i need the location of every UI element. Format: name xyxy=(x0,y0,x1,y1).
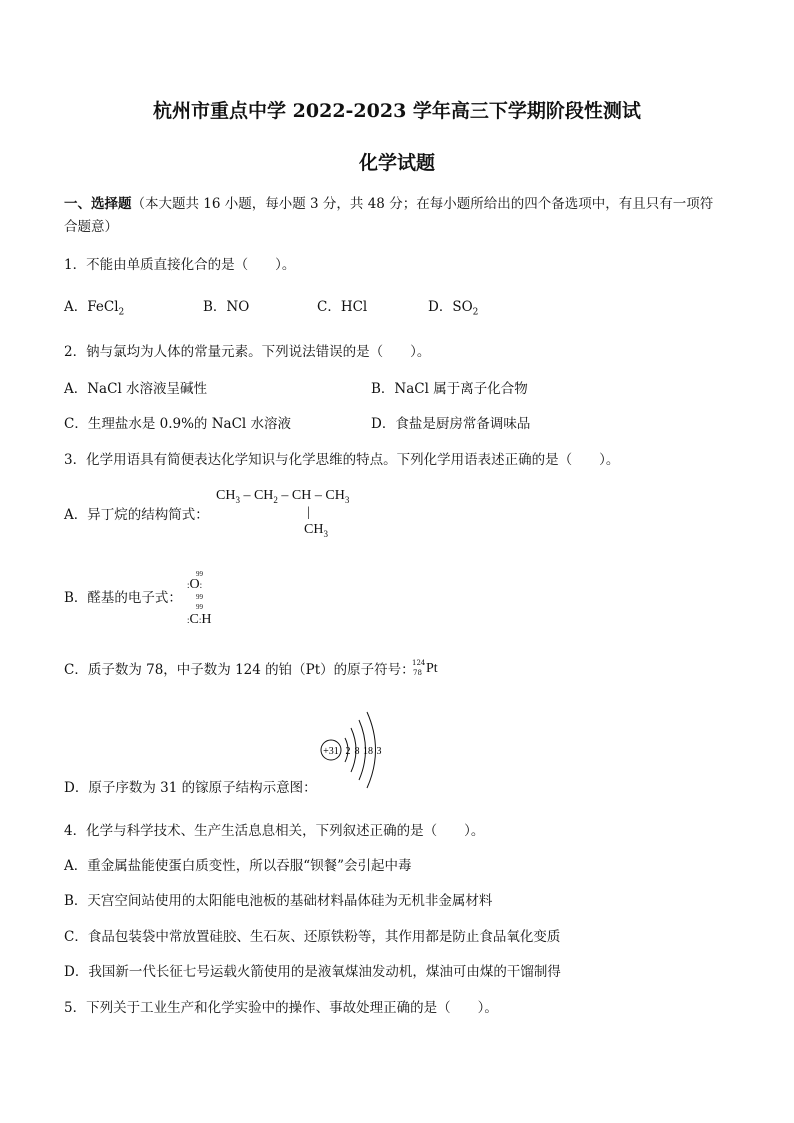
q3-option-d: D．原子序数为 31 的镓原子结构示意图： xyxy=(64,780,317,796)
shell-1-count: 2 xyxy=(345,746,351,757)
q4-option-a: A．重金属盐能使蛋白质变性，所以吞服“钡餐”会引起中毒 xyxy=(64,858,412,874)
q1-option-d xyxy=(428,298,478,322)
nucleus-charge: +31 xyxy=(323,746,339,757)
o-left-colon: : xyxy=(187,580,190,590)
q2-stem: 2．钠与氯均为人体的常量元素。下列说法错误的是（ ）。 xyxy=(64,344,431,360)
q4-stem: 4．化学与科学技术、生产生活息息相关，下列叙述正确的是（ ）。 xyxy=(64,823,485,839)
f-dash-2: – xyxy=(281,488,289,503)
q2-option-a: A．NaCl 水溶液呈碱性 xyxy=(64,381,208,397)
pt-proton-number: 78 xyxy=(413,669,422,677)
q3-option-b: B．醛基的电子式： xyxy=(64,590,182,606)
f-ch2: CH xyxy=(253,488,274,503)
q1-stem: 1．不能由单质直接化合的是（ ）。 xyxy=(64,257,296,273)
f-ch3-2: CH xyxy=(325,488,345,503)
pt-atomic-symbol xyxy=(412,659,448,681)
electron-dots-3: 99 xyxy=(196,603,203,611)
o-right-colon: : xyxy=(199,580,203,590)
f-dash-3: – xyxy=(314,488,322,503)
f-dash-1: – xyxy=(243,488,251,503)
f-ch3-1-sub: 3 xyxy=(235,494,240,505)
aldehyde-o-row xyxy=(187,577,202,593)
isobutane-branch xyxy=(304,522,328,539)
aldehyde-h: H xyxy=(201,612,212,627)
shell-3-count: 18 xyxy=(363,746,373,757)
q2-option-c: C．生理盐水是 0.9%的 NaCl 水溶液 xyxy=(64,416,292,432)
aldehyde-c: C xyxy=(189,612,199,627)
c-left-colon: : xyxy=(187,615,190,625)
q1-option-b: B．NO xyxy=(203,299,250,315)
q3-option-c: C．质子数为 78，中子数为 124 的铂（Pt）的原子符号： xyxy=(64,662,415,678)
exam-subtitle: 化学试题 xyxy=(358,152,435,174)
q2-option-b: B．NaCl 属于离子化合物 xyxy=(371,381,528,397)
pt-element: Pt xyxy=(426,661,438,676)
f-branch-sub: 3 xyxy=(323,528,328,539)
q1-option-c: C．HCl xyxy=(317,299,368,315)
exam-title: 杭州市重点中学 2022-2023 学年高三下学期阶段性测试 xyxy=(153,100,641,122)
f-ch3-1: CH xyxy=(216,488,236,503)
c-right-colon: : xyxy=(198,615,202,625)
section-note-2: 合题意） xyxy=(64,219,118,235)
aldehyde-c-row xyxy=(187,612,212,628)
q3-stem: 3．化学用语具有简便表达化学知识与化学思维的特点。下列化学用语表述正确的是（ ）。 xyxy=(64,452,620,468)
q5-stem: 5．下列关于工业生产和化学实验中的操作、事故处理正确的是（ ）。 xyxy=(64,1000,498,1016)
q3-option-a: A．异丁烷的结构简式： xyxy=(64,507,209,523)
q1-d-sub: 2 xyxy=(472,307,479,318)
q1-d-text: D．SO xyxy=(428,299,473,315)
q2-option-d: D．食盐是厨房常备调味品 xyxy=(371,416,531,432)
shell-2-count: 8 xyxy=(354,746,360,757)
section-heading-line1 xyxy=(64,195,713,213)
f-ch2-sub: 2 xyxy=(273,494,278,505)
q4-option-b: B．天宫空间站使用的太阳能电池板的基础材料晶体硅为无机非金属材料 xyxy=(64,893,493,909)
q4-option-c: C．食品包装袋中常放置硅胶、生石灰、还原铁粉等，其作用都是防止食品氧化变质 xyxy=(64,929,561,945)
gallium-atom-diagram xyxy=(318,708,398,796)
q1-a-sub: 2 xyxy=(118,307,125,318)
q1-option-a xyxy=(64,298,124,322)
f-branch-ch: CH xyxy=(304,522,324,537)
q1-a-text: A．FeCl xyxy=(64,299,119,315)
section-heading: 一、选择题 xyxy=(64,196,132,212)
shell-4-count: 3 xyxy=(376,746,382,757)
f-ch3-2-sub: 3 xyxy=(344,494,350,505)
isobutane-bond: | xyxy=(307,505,310,520)
isobutane-formula-main xyxy=(216,488,349,505)
section-note-1: （本大题共 16 小题，每小题 3 分，共 48 分；在每小题所给出的四个备选项中，有且只有一项符 xyxy=(131,196,714,212)
pt-mass-number: 124 xyxy=(412,659,426,667)
electron-dots-2: 99 xyxy=(196,593,203,601)
f-ch: CH xyxy=(291,488,312,503)
q4-option-d: D．我国新一代长征七号运载火箭使用的是液氧煤油发动机，煤油可由煤的干馏制得 xyxy=(64,964,561,980)
aldehyde-o: O xyxy=(189,577,200,592)
electron-dots-1: 99 xyxy=(196,570,203,578)
